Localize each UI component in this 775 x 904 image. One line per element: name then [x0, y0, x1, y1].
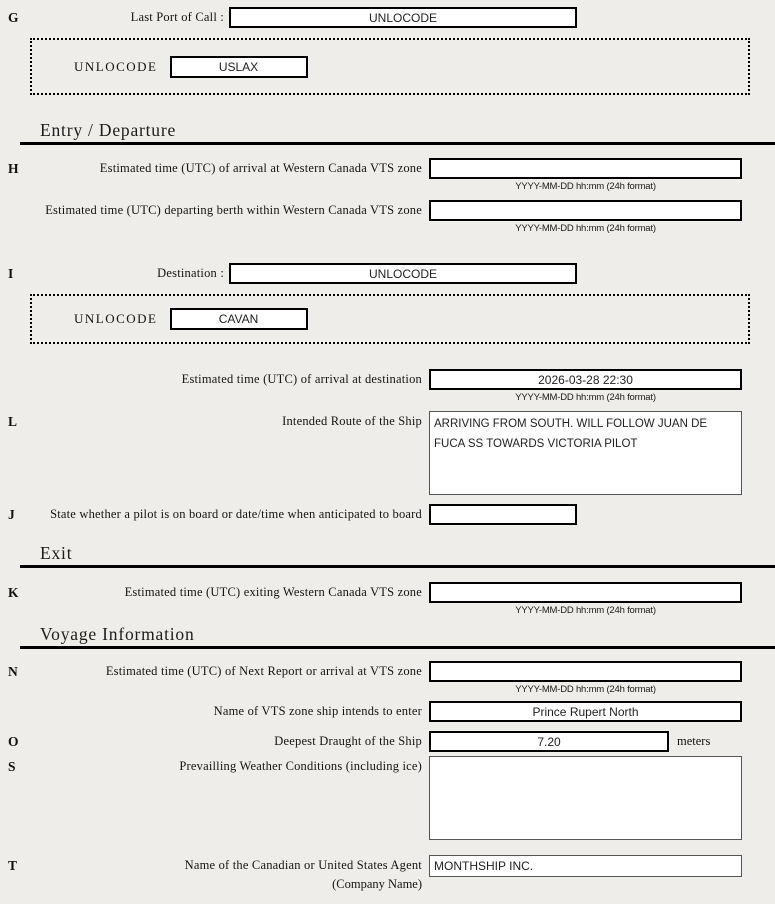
draught-unit-label: meters [677, 734, 711, 748]
row-agent-name [0, 855, 775, 893]
section-divider [20, 646, 775, 649]
next-report-label: Estimated time (UTC) of Next Report or arrival at VTS zone [105, 664, 422, 678]
item-letter-t: T [8, 858, 18, 873]
intended-route-textarea[interactable] [429, 411, 742, 495]
row-vts-zone-name [0, 701, 775, 722]
weather-conditions-label: Prevailling Weather Conditions (including ice) [179, 759, 422, 773]
section-divider [20, 565, 775, 568]
row-next-report [0, 661, 775, 696]
agent-company-name-sublabel: (Company Name) [332, 877, 422, 891]
eta-destination-label: Estimated time (UTC) of arrival at destination [181, 372, 422, 386]
datetime-format-hint: YYYY-MM-DD hh:mm (24h format) [515, 605, 656, 616]
last-port-unlocode-input[interactable] [170, 56, 308, 78]
eta-vts-zone-label: Estimated time (UTC) of arrival at Western Canada VTS zone [99, 161, 422, 175]
etd-vts-zone-input[interactable] [429, 582, 742, 603]
item-letter-g: G [8, 10, 20, 25]
vts-zone-name-input[interactable] [429, 701, 742, 722]
item-letter-i: I [8, 266, 14, 281]
last-port-of-call-input[interactable] [229, 7, 577, 28]
datetime-format-hint: YYYY-MM-DD hh:mm (24h format) [515, 392, 656, 403]
row-weather-conditions [0, 756, 775, 840]
row-last-port-of-call [0, 7, 775, 28]
destination-input[interactable] [229, 263, 577, 284]
row-pilot-on-board [0, 504, 775, 525]
last-port-unlocode-box [30, 38, 750, 95]
unlocode-label: UNLOCODE [74, 58, 158, 74]
item-letter-k: K [8, 585, 20, 600]
voyage-information-heading: Voyage Information [40, 624, 195, 644]
item-letter-o: O [8, 734, 20, 749]
row-eta-vts-zone [0, 158, 775, 193]
vts-zone-name-label: Name of VTS zone ship intends to enter [213, 704, 422, 718]
eta-vts-zone-input[interactable] [429, 158, 742, 179]
section-divider [20, 142, 775, 145]
pilot-on-board-input[interactable] [429, 504, 577, 525]
next-report-input[interactable] [429, 661, 742, 682]
datetime-format-hint: YYYY-MM-DD hh:mm (24h format) [515, 223, 656, 234]
destination-unlocode-box [30, 294, 750, 344]
deepest-draught-label: Deepest Draught of the Ship [274, 734, 422, 748]
agent-name-input[interactable] [429, 855, 742, 877]
item-letter-n: N [8, 664, 19, 679]
entry-departure-heading: Entry / Departure [40, 120, 177, 140]
etd-berth-input[interactable] [429, 200, 742, 221]
item-letter-h: H [8, 161, 20, 176]
item-letter-s: S [8, 759, 17, 774]
etd-berth-label: Estimated time (UTC) departing berth within Western Canada VTS zone [45, 203, 422, 217]
row-destination [0, 263, 775, 284]
exit-heading: Exit [40, 543, 73, 563]
row-deepest-draught [0, 731, 775, 752]
last-port-of-call-label: Last Port of Call : [130, 10, 224, 24]
destination-unlocode-input[interactable] [170, 308, 308, 330]
row-etd-vts-zone [0, 582, 775, 617]
datetime-format-hint: YYYY-MM-DD hh:mm (24h format) [515, 684, 656, 695]
agent-name-label: Name of the Canadian or United States Agent [184, 858, 422, 872]
destination-label: Destination : [157, 266, 224, 280]
item-letter-l: L [8, 414, 18, 429]
pilot-on-board-label: State whether a pilot is on board or date/time when anticipated to board [50, 507, 422, 521]
weather-conditions-textarea[interactable] [429, 756, 742, 840]
unlocode-label: UNLOCODE [74, 311, 158, 326]
row-intended-route [0, 411, 775, 495]
row-etd-berth [0, 200, 775, 235]
row-eta-destination [0, 369, 775, 404]
etd-vts-zone-label: Estimated time (UTC) exiting Western Canada VTS zone [124, 585, 422, 599]
item-letter-j: J [8, 507, 16, 522]
eta-destination-input[interactable] [429, 369, 742, 390]
intended-route-label: Intended Route of the Ship [282, 414, 422, 428]
datetime-format-hint: YYYY-MM-DD hh:mm (24h format) [515, 181, 656, 192]
deepest-draught-input[interactable] [429, 731, 669, 752]
